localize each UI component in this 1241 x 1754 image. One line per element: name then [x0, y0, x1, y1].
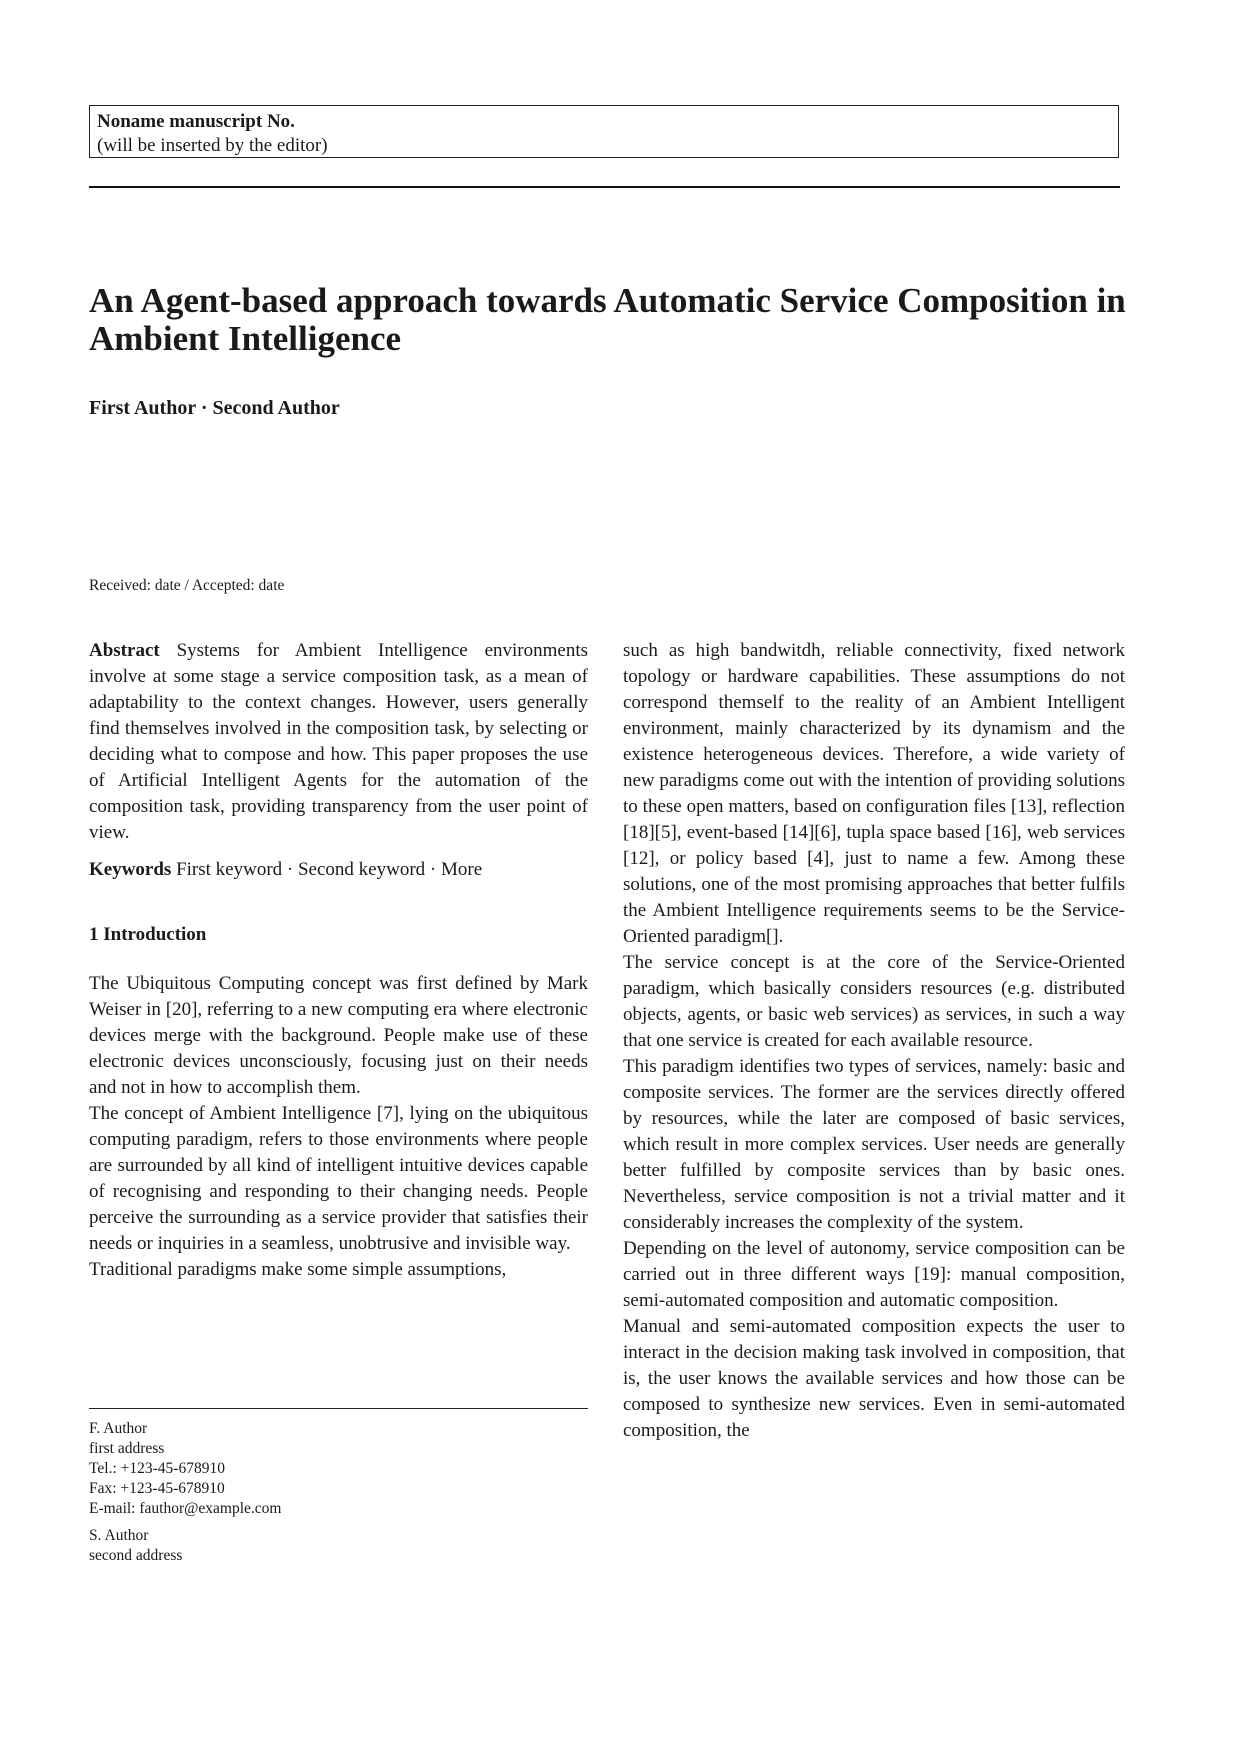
- author2-name: S. Author: [89, 1527, 149, 1544]
- intro-paragraph: such as high bandwitdh, reliable connectivity, fixed network topology or hardware capabilities. These assumptions do not correspond themself to the reality of an Ambient Intelligent environment, mainly characterized by its dynamism and the existence heterogeneous devices. Therefore, a wide variety of new paradigms come out with the intention of providing solutions to these open matters, based on configuration files [13], reflection [18][5], event-based [14][6], tupla space based [16], web services [12], or policy based [4], just to name a few. Among these solutions, one of the most promising approaches that better fulfils the Ambient Intelligence requirements seems to be the Service-Oriented paradigm[].: [623, 640, 1125, 947]
- keywords-text: First keyword · Second keyword · More: [176, 859, 483, 880]
- abstract: [89, 638, 588, 846]
- author1-address: first address: [89, 1440, 165, 1457]
- intro-paragraph: Manual and semi-automated composition expects the user to interact in the decision making task involved in composition, that is, the user knows the available services and how those can be composed to synthesize new services. Even in semi-automated composition, the: [623, 1316, 1125, 1441]
- left-column: [89, 638, 588, 1283]
- author1-name: F. Author: [89, 1420, 148, 1437]
- author2-address: second address: [89, 1547, 183, 1564]
- abstract-label: Abstract: [89, 640, 160, 661]
- header-rule: [89, 186, 1120, 188]
- right-column: [623, 638, 1125, 1444]
- paper-title: An Agent-based approach towards Automatic Service Composition in Ambient Intelligence: [89, 281, 1126, 358]
- received-date: Received: date / Accepted: date: [89, 577, 285, 594]
- footnote-rule: [89, 1408, 588, 1409]
- manuscript-number: Noname manuscript No.: [97, 111, 295, 132]
- intro-paragraph: The concept of Ambient Intelligence [7], lying on the ubiquitous computing paradigm, refers to those environments where people are surrounded by all kind of intelligent intuitive devices capable of recognising and responding to their changing needs. People perceive the surrounding as a service provider that satisfies their needs or inquiries in a seamless, unobtrusive and invisible way.: [89, 1103, 588, 1254]
- section-heading-introduction: 1 Introduction: [89, 924, 207, 945]
- keywords-label: Keywords: [89, 859, 172, 880]
- paper-authors: First Author · Second Author: [89, 397, 340, 419]
- author1-tel: Tel.: +123-45-678910: [89, 1460, 225, 1477]
- intro-paragraph: The Ubiquitous Computing concept was first defined by Mark Weiser in [20], referring to a new computing era where electronic devices merge with the background. People make use of these electronic devices unconsciously, focusing just on their needs and not in how to accomplish them.: [89, 973, 588, 1098]
- intro-paragraph: Traditional paradigms make some simple assumptions,: [89, 1259, 507, 1280]
- editor-note: (will be inserted by the editor): [97, 135, 328, 156]
- author1-email: E-mail: fauthor@example.com: [89, 1500, 282, 1517]
- manuscript-header-box: [89, 105, 1119, 158]
- intro-paragraph: This paradigm identifies two types of services, namely: basic and composite services. The former are the services directly offered by resources, while the later are composed of basic services, which result in more complex services. User needs are generally better fulfilled by composite services than by basic ones. Nevertheless, service composition is not a trivial matter and it considerably increases the complexity of the system.: [623, 1056, 1125, 1233]
- author1-address-block: [89, 1419, 588, 1519]
- author2-address-block: [89, 1526, 588, 1566]
- keywords: [89, 857, 588, 883]
- intro-paragraph: Depending on the level of autonomy, service composition can be carried out in three different ways [19]: manual composition, semi-automated composition and automatic composition.: [623, 1238, 1125, 1311]
- abstract-text: Systems for Ambient Intelligence environments involve at some stage a service composition task, as a mean of adaptability to the context changes. However, users generally find themselves involved in the composition task, by selecting or deciding what to compose and how. This paper proposes the use of Artificial Intelligent Agents for the automation of the composition task, providing transparency from the user point of view.: [89, 640, 589, 843]
- intro-paragraph: The service concept is at the core of the Service-Oriented paradigm, which basically considers resources (e.g. distributed objects, agents, or basic web services) as services, in such a way that one service is created for each available resource.: [623, 952, 1125, 1051]
- author-footnote: [89, 1419, 588, 1566]
- author1-fax: Fax: +123-45-678910: [89, 1480, 225, 1497]
